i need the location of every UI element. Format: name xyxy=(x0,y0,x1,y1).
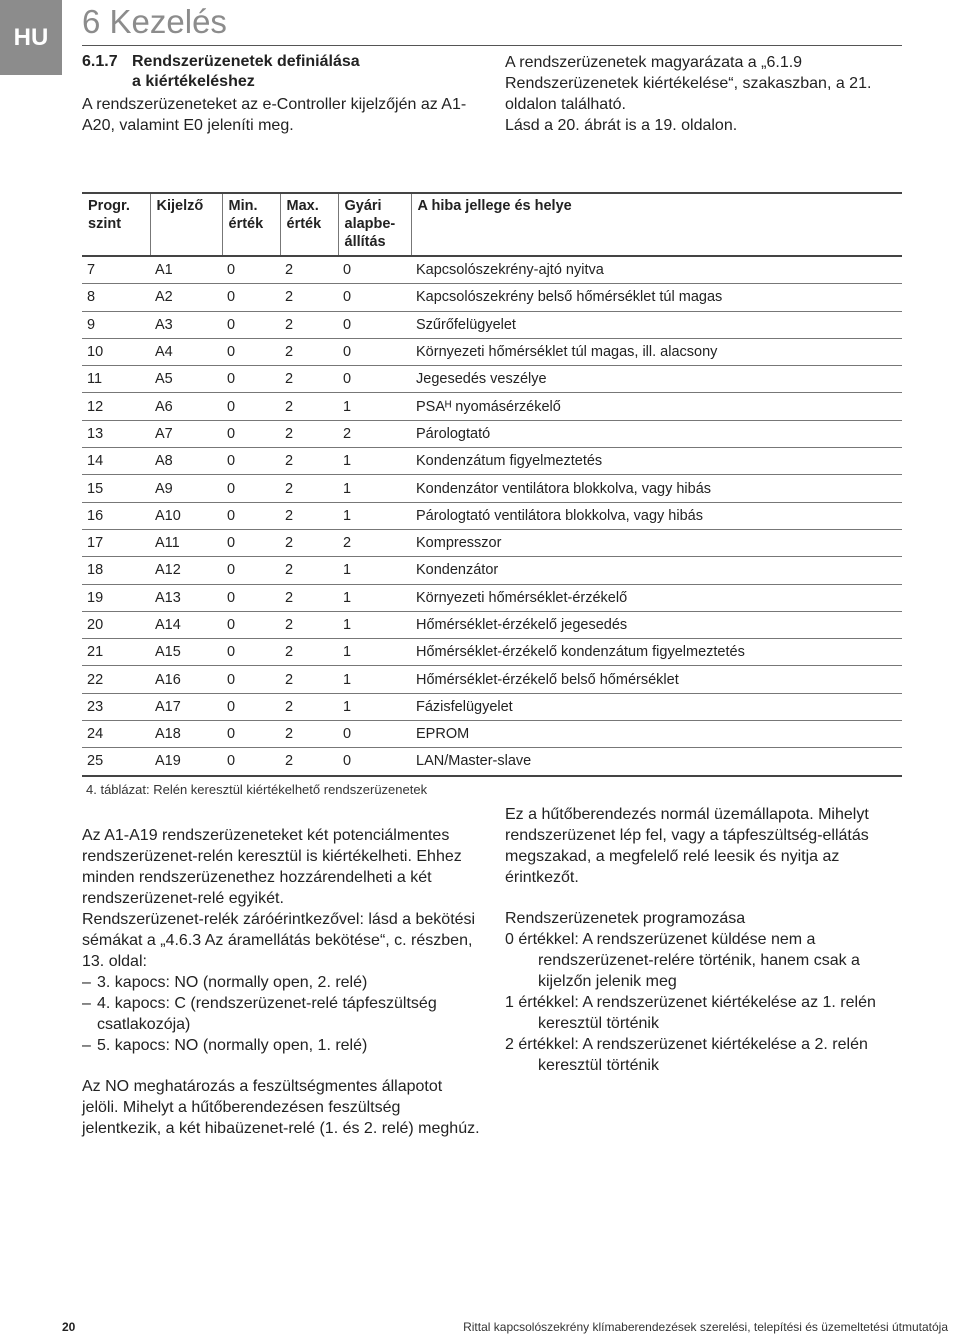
table-header-line: szint xyxy=(88,216,122,232)
table-header-line: Progr. xyxy=(88,198,130,214)
table-header-row xyxy=(82,193,902,256)
table-row xyxy=(82,475,902,502)
table-header-line: Gyári xyxy=(344,198,382,214)
table-row xyxy=(82,256,902,284)
table-cell: Környezeti hőmérséklet túl magas, ill. alacsony xyxy=(411,338,902,365)
page-number: 20 xyxy=(62,1320,76,1334)
table-cell: LAN/Master-slave xyxy=(411,748,902,776)
table-cell: 0 xyxy=(222,311,280,338)
table-row xyxy=(82,557,902,584)
table-cell: 0 xyxy=(222,420,280,447)
table-cell: 1 xyxy=(338,393,411,420)
table-cell: 0 xyxy=(338,311,411,338)
table-row xyxy=(82,311,902,338)
table-cell: 0 xyxy=(222,721,280,748)
table-cell: 18 xyxy=(82,557,150,584)
table-cell: 2 xyxy=(280,693,338,720)
table-cell: 19 xyxy=(82,584,150,611)
table-cell: 25 xyxy=(82,748,150,776)
table-cell: Kapcsolószekrény-ajtó nyitva xyxy=(411,256,902,284)
table-cell: 0 xyxy=(222,693,280,720)
table-cell: 0 xyxy=(222,639,280,666)
table-cell: PSAᴴ nyomásérzékelő xyxy=(411,393,902,420)
table-cell: 0 xyxy=(222,611,280,638)
section-title-line2: a kiértékeléshez xyxy=(132,73,255,90)
table-cell: A2 xyxy=(150,284,222,311)
chapter-title: 6 Kezelés xyxy=(82,3,227,40)
terminal-list-item: – 3. kapocs: NO (normally open, 2. relé) xyxy=(82,974,368,991)
table-cell: 2 xyxy=(280,475,338,502)
table-cell: A14 xyxy=(150,611,222,638)
table-cell: 2 xyxy=(280,611,338,638)
table-cell: 0 xyxy=(338,256,411,284)
table-cell: 16 xyxy=(82,502,150,529)
table-cell: 21 xyxy=(82,639,150,666)
table-header-cell xyxy=(280,193,338,256)
table-header-cell xyxy=(222,193,280,256)
programming-title: Rendszerüzenetek programozása xyxy=(505,910,746,927)
table-row xyxy=(82,611,902,638)
table-cell: 8 xyxy=(82,284,150,311)
table-header-line: érték xyxy=(286,216,322,232)
table-cell: 0 xyxy=(222,748,280,776)
table-cell: A16 xyxy=(150,666,222,693)
table-cell: 1 xyxy=(338,502,411,529)
table-cell: 0 xyxy=(222,393,280,420)
right-intro-text-1: A rendszerüzenetek magyarázata a „6.1.9 Rendszerüzenetek kiértékelése“, szakaszban, a 21. oldalon található. xyxy=(505,54,872,113)
table-cell: 0 xyxy=(222,448,280,475)
section-title-line1: Rendszerüzenetek definiálása xyxy=(132,53,360,70)
table-cell: 2 xyxy=(280,721,338,748)
table-cell: Kapcsolószekrény belső hőmérséklet túl magas xyxy=(411,284,902,311)
section-intro-right xyxy=(505,52,905,136)
table-row xyxy=(82,748,902,776)
table-cell: 22 xyxy=(82,666,150,693)
table-cell: 2 xyxy=(280,557,338,584)
table-row xyxy=(82,448,902,475)
table-row xyxy=(82,639,902,666)
table-cell: A12 xyxy=(150,557,222,584)
table-cell: A3 xyxy=(150,311,222,338)
programming-item: 1 értékkel: A rendszerüzenet kiértékelése az 1. relén keresztül történik xyxy=(505,994,876,1032)
table-cell: 11 xyxy=(82,366,150,393)
programming-item: 2 értékkel: A rendszerüzenet kiértékelése a 2. relén keresztül történik xyxy=(505,1036,868,1074)
table-row xyxy=(82,502,902,529)
table-cell: A8 xyxy=(150,448,222,475)
table-cell: 23 xyxy=(82,693,150,720)
table-cell: 17 xyxy=(82,529,150,556)
table-header-cell xyxy=(82,193,150,256)
table-cell: 2 xyxy=(280,284,338,311)
table-header-cell xyxy=(150,193,222,256)
table-row xyxy=(82,366,902,393)
table-row xyxy=(82,338,902,365)
table-cell: 0 xyxy=(222,284,280,311)
table-cell: Hőmérséklet-érzékelő belső hőmérséklet xyxy=(411,666,902,693)
table-cell: 1 xyxy=(338,666,411,693)
table-cell: 14 xyxy=(82,448,150,475)
right-paragraph-1: Ez a hűtőberendezés normál üzemállapota. Mihelyt rendszerüzenet lép fel, vagy a tápfeszültség-ellátás megszakad, a megfelelő relé leesik és nyitja az érintkezőt. xyxy=(505,806,869,886)
table-cell: Kondenzátor xyxy=(411,557,902,584)
table-cell: 2 xyxy=(280,666,338,693)
table-cell: 2 xyxy=(280,529,338,556)
table-cell: A7 xyxy=(150,420,222,447)
table-cell: 2 xyxy=(280,311,338,338)
table-cell: 1 xyxy=(338,448,411,475)
table-cell: 2 xyxy=(280,338,338,365)
section-title xyxy=(82,52,482,92)
table-cell: EPROM xyxy=(411,721,902,748)
table-row xyxy=(82,284,902,311)
table-cell: 0 xyxy=(338,748,411,776)
table-header-line: Max. xyxy=(286,198,319,214)
table-header-line: alapbe- xyxy=(344,216,396,232)
table-row xyxy=(82,666,902,693)
table-cell: A19 xyxy=(150,748,222,776)
table-cell: 2 xyxy=(280,366,338,393)
table-cell: 2 xyxy=(280,420,338,447)
left-body xyxy=(82,825,482,1139)
terminal-list-item: – 4. kapocs: C (rendszerüzenet-relé tápfeszültség csatlakozója) xyxy=(82,995,437,1033)
table-cell: Szűrőfelügyelet xyxy=(411,311,902,338)
table-cell: 0 xyxy=(338,338,411,365)
table-cell: 2 xyxy=(280,448,338,475)
table-cell: 0 xyxy=(338,721,411,748)
table-cell: Párologtató xyxy=(411,420,902,447)
table-cell: 1 xyxy=(338,611,411,638)
programming-list xyxy=(505,929,905,1076)
table-cell: 1 xyxy=(338,584,411,611)
table-cell: Kondenzátor ventilátora blokkolva, vagy hibás xyxy=(411,475,902,502)
table-header-line: érték xyxy=(228,216,264,232)
language-tab: HU xyxy=(0,0,62,75)
table-body xyxy=(82,256,902,776)
table-header-cell xyxy=(338,193,411,256)
table-cell: 2 xyxy=(280,256,338,284)
table-cell: 2 xyxy=(280,748,338,776)
system-messages-table xyxy=(82,192,902,777)
table-cell: A5 xyxy=(150,366,222,393)
table-header-line: A hiba jellege és helye xyxy=(417,198,572,214)
left-paragraph-2: Rendszerüzenet-relék záróérintkezővel: lásd a bekötési sémákat a „4.6.3 Az áramellátás bekötése“, c. részben, 13. oldal: xyxy=(82,911,476,970)
section-intro-left xyxy=(82,52,482,136)
table-cell: 20 xyxy=(82,611,150,638)
table-header-line: Min. xyxy=(228,198,258,214)
table-cell: A9 xyxy=(150,475,222,502)
table-cell: 0 xyxy=(222,366,280,393)
table-cell: 24 xyxy=(82,721,150,748)
table-header-line: állítás xyxy=(344,234,386,250)
table-cell: A4 xyxy=(150,338,222,365)
table-cell: Párologtató ventilátora blokkolva, vagy hibás xyxy=(411,502,902,529)
table-cell: Hőmérséklet-érzékelő jegesedés xyxy=(411,611,902,638)
table-header-line: Kijelző xyxy=(156,198,204,214)
table-cell: 0 xyxy=(222,256,280,284)
table-cell: A18 xyxy=(150,721,222,748)
table-cell: 13 xyxy=(82,420,150,447)
terminal-list xyxy=(82,972,482,1056)
table-cell: 2 xyxy=(280,639,338,666)
table-cell: 2 xyxy=(280,584,338,611)
section-number: 6.1.7 xyxy=(82,53,118,70)
table-cell: 0 xyxy=(222,502,280,529)
table-cell: 10 xyxy=(82,338,150,365)
table-cell: 2 xyxy=(338,529,411,556)
table-row xyxy=(82,529,902,556)
table-cell: Jegesedés veszélye xyxy=(411,366,902,393)
table-cell: 7 xyxy=(82,256,150,284)
table-cell: A10 xyxy=(150,502,222,529)
table-cell: 1 xyxy=(338,693,411,720)
table-cell: A17 xyxy=(150,693,222,720)
table-cell: 0 xyxy=(222,529,280,556)
table-cell: 9 xyxy=(82,311,150,338)
table-header-cell xyxy=(411,193,902,256)
table-cell: 15 xyxy=(82,475,150,502)
table-cell: Fázisfelügyelet xyxy=(411,693,902,720)
table-row xyxy=(82,584,902,611)
table-row xyxy=(82,721,902,748)
terminal-list-item: – 5. kapocs: NO (normally open, 1. relé) xyxy=(82,1037,368,1054)
table-cell: A11 xyxy=(150,529,222,556)
table-cell: 1 xyxy=(338,475,411,502)
table-cell: 0 xyxy=(338,366,411,393)
table-cell: 2 xyxy=(338,420,411,447)
table-cell: A13 xyxy=(150,584,222,611)
table-cell: 0 xyxy=(222,475,280,502)
footer-text: Rittal kapcsolószekrény klímaberendezések szerelési, telepítési és üzemeltetési útmutatója xyxy=(463,1320,948,1334)
table-cell: A1 xyxy=(150,256,222,284)
section-intro-text: A rendszerüzeneteket az e-Controller kijelzőjén az A1-A20, valamint E0 jeleníti meg. xyxy=(82,96,467,134)
table-row xyxy=(82,420,902,447)
table-cell: 12 xyxy=(82,393,150,420)
table-cell: A6 xyxy=(150,393,222,420)
table-cell: 2 xyxy=(280,393,338,420)
header-divider xyxy=(82,45,902,46)
table-cell: A15 xyxy=(150,639,222,666)
table-cell: 1 xyxy=(338,639,411,666)
table-cell: 1 xyxy=(338,557,411,584)
table-row xyxy=(82,693,902,720)
right-body xyxy=(505,804,905,1076)
right-intro-text-2: Lásd a 20. ábrát is a 19. oldalon. xyxy=(505,117,738,134)
table-cell: Hőmérséklet-érzékelő kondenzátum figyelmeztetés xyxy=(411,639,902,666)
table-cell: 2 xyxy=(280,502,338,529)
table-cell: Környezeti hőmérséklet-érzékelő xyxy=(411,584,902,611)
table-caption: 4. táblázat: Relén keresztül kiértékelhető rendszerüzenetek xyxy=(86,782,428,797)
left-paragraph-1: Az A1-A19 rendszerüzeneteket két potenciálmentes rendszerüzenet-relén keresztül is kiértékelheti. Ehhez minden rendszerüzenethez hozzárendelheti a két rendszerüzenet-relé egyikét. xyxy=(82,827,462,907)
table-cell: Kompresszor xyxy=(411,529,902,556)
table-cell: 0 xyxy=(222,584,280,611)
table-cell: 0 xyxy=(338,284,411,311)
table-row xyxy=(82,393,902,420)
programming-item: 0 értékkel: A rendszerüzenet küldése nem a rendszerüzenet-relére történik, hanem csak a kijelzőn jelenik meg xyxy=(505,931,860,990)
table-cell: 0 xyxy=(222,557,280,584)
table-cell: 0 xyxy=(222,338,280,365)
table-cell: Kondenzátum figyelmeztetés xyxy=(411,448,902,475)
left-paragraph-3: Az NO meghatározás a feszültségmentes állapotot jelöli. Mihelyt a hűtőberendezésen feszültség jelentkezik, a két hibaüzenet-relé (1. és 2. relé) meghúz. xyxy=(82,1078,480,1137)
table-cell: 0 xyxy=(222,666,280,693)
